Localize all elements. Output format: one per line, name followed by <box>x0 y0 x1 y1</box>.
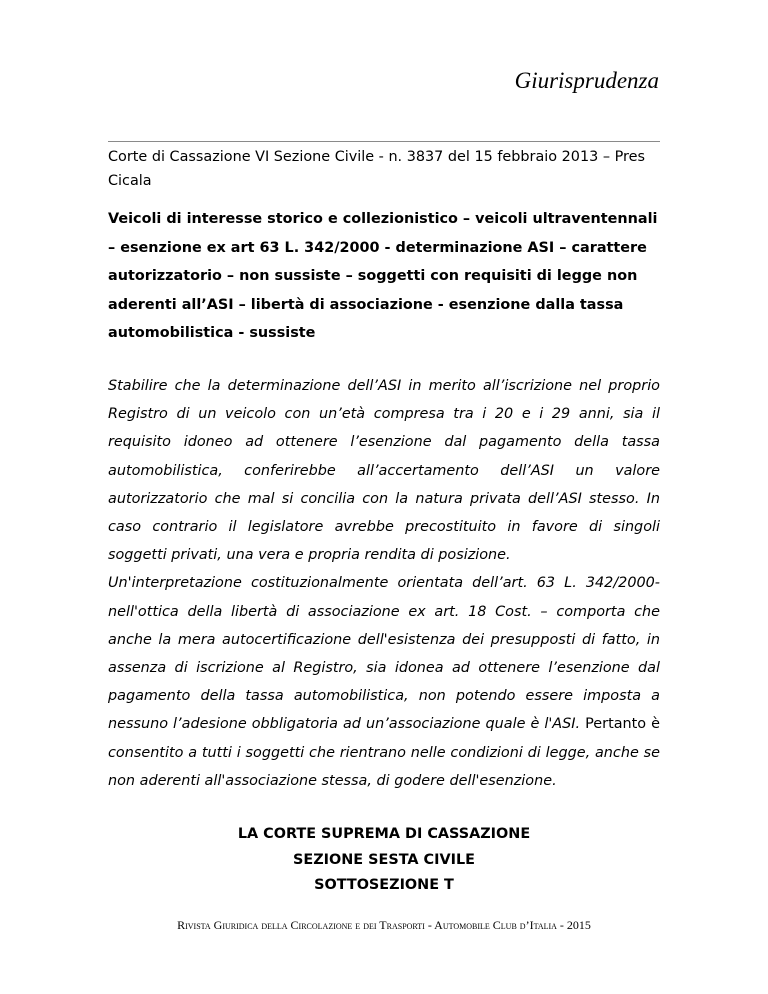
abstract-paragraph-2-normal: Pertanto è <box>580 716 660 733</box>
case-summary-keywords: Veicoli di interesse storico e collezionistico – veicoli ultraventennali – esenzione ex art 63 L. 342/2000 - determinazione ASI – carattere autorizzatorio – non sussiste – soggetti con requisiti di legge non aderenti all’ASI – libertà di associazione - esenzione dalla tassa automobilistica - sussiste <box>108 211 658 341</box>
court-heading <box>108 822 660 899</box>
abstract-paragraph-2-italic: Un'interpretazione costituzionalmente orientata dell’art. 63 L. 342/2000- nell'ottica della libertà di associazione ex art. 18 Cost. – comporta che anche la mera autocertificazione dell'esistenza dei presupposti di fatto, in assenza di iscrizione al Registro, sia idonea ad ottenere l’esenzione dal pagamento della tassa automobilistica, non potendo essere imposta a nessuno l’adesione obbligatoria ad un’associazione quale è l'ASI. <box>108 575 660 733</box>
abstract-paragraph-2 <box>108 569 660 795</box>
abstract-paragraph-2-end: consentito a tutti i soggetti che rientrano nelle condizioni di legge, anche se non aderenti all'associazione stessa, di godere dell'esenzione. <box>108 744 660 789</box>
case-citation: Corte di Cassazione VI Sezione Civile - n. 3837 del 15 febbraio 2013 – Pres Cicala <box>108 149 645 189</box>
court-section: SEZIONE SESTA CIVILE <box>293 851 475 868</box>
header-divider <box>108 141 660 142</box>
journal-section-title: Giurisprudenza <box>514 68 659 93</box>
court-name: LA CORTE SUPREMA DI CASSAZIONE <box>237 826 531 842</box>
court-subsection: SOTTOSEZIONE T <box>314 877 454 893</box>
page-footer: Rivista Giuridica della Circolazione e dei Trasporti - Automobile Club d’Italia - 2015 <box>177 918 591 932</box>
case-abstract <box>108 372 660 795</box>
abstract-paragraph-1: Stabilire che la determinazione dell’ASI in merito all’iscrizione nel proprio Registro di un veicolo con un’età compresa tra i 20 e i 29 anni, sia il requisito idoneo ad ottenere l’esenzione dal pagamento della tassa automobilistica, conferirebbe all’accertamento dell’ASI un valore autorizzatorio che mal si concilia con la natura privata dell’ASI stesso. In caso contrario il legislatore avrebbe precostituito in favore di singoli soggetti privati, una vera e propria rendita di posizione. <box>108 378 660 564</box>
